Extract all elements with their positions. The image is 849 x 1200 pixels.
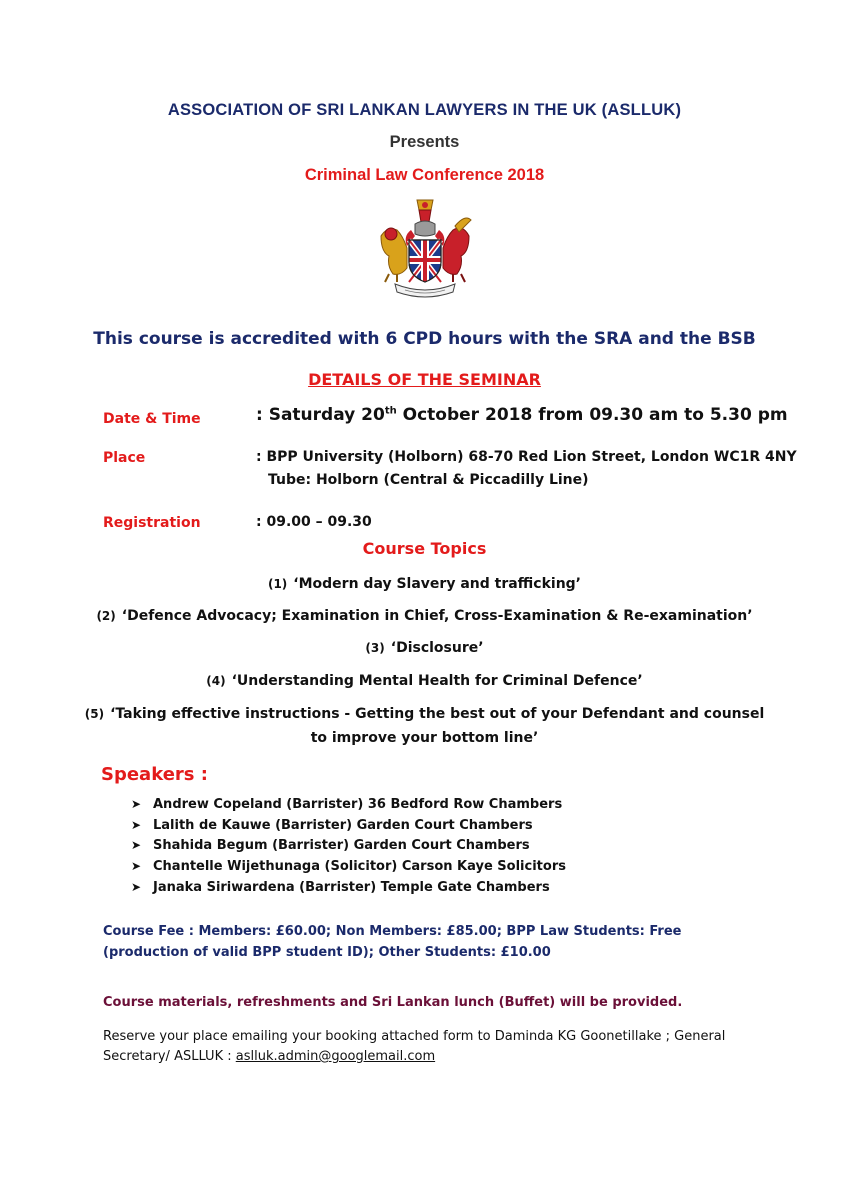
topic-text: ‘Understanding Mental Health for Criminal Defence’: [231, 673, 643, 689]
speaker-name: Andrew Copeland (Barrister) 36 Bedford Row Chambers: [153, 797, 563, 812]
speaker-name: Shahida Begum (Barrister) Garden Court Chambers: [153, 838, 530, 853]
conference-title: Criminal Law Conference 2018: [304, 166, 545, 184]
speaker-item: [131, 838, 530, 853]
speaker-item: [131, 797, 562, 812]
topic-item: [0, 608, 849, 624]
materials-note: Course materials, refreshments and Sri Lankan lunch (Buffet) will be provided.: [103, 995, 683, 1010]
topic-text-continued: to improve your bottom line’: [310, 730, 539, 746]
registration-label: Registration: [103, 515, 201, 531]
topic-item: [0, 576, 849, 592]
topics-heading: Course Topics: [362, 539, 487, 558]
details-heading: DETAILS OF THE SEMINAR: [308, 370, 541, 389]
speaker-item: [131, 880, 550, 895]
course-fee: Course Fee : Members: £60.00; Non Members: £85.00; BPP Law Students: Free (production of valid BPP student ID); Other Students: £10.00: [103, 924, 682, 960]
topic-item: [0, 673, 849, 689]
speaker-name: Chantelle Wijethunaga (Solicitor) Carson Kaye Solicitors: [153, 859, 566, 874]
org-title: ASSOCIATION OF SRI LANKAN LAWYERS IN THE UK (ASLLUK): [167, 101, 682, 119]
arrow-bullet-icon: ➤: [131, 818, 142, 832]
arrow-bullet-icon: ➤: [131, 797, 142, 811]
topic-number: (5): [84, 707, 105, 721]
speakers-heading: Speakers :: [101, 764, 208, 785]
date-prefix: : Saturday 20: [256, 405, 385, 425]
speaker-item: [131, 818, 533, 833]
email-link[interactable]: aslluk.admin@googlemail.com: [235, 1049, 436, 1064]
date-suffix-sup: th: [384, 405, 397, 417]
reserve-note: [103, 1027, 753, 1067]
place-label: Place: [103, 450, 146, 466]
arrow-bullet-icon: ➤: [131, 880, 142, 894]
topic-item: [0, 640, 849, 656]
arrow-bullet-icon: ➤: [131, 838, 142, 852]
date-label: Date & Time: [103, 411, 201, 427]
topic-item: [0, 706, 849, 722]
speaker-item: [131, 859, 566, 874]
speaker-name: Lalith de Kauwe (Barrister) Garden Court Chambers: [153, 818, 533, 833]
coat-of-arms-icon: [373, 196, 477, 300]
topic-number: (2): [96, 609, 116, 623]
date-rest: October 2018 from 09.30 am to 5.30 pm: [396, 405, 788, 425]
tube-value: Tube: Holborn (Central & Piccadilly Line): [268, 472, 589, 488]
place-value: : BPP University (Holborn) 68-70 Red Lion Street, London WC1R 4NY: [256, 449, 797, 465]
speaker-name: Janaka Siriwardena (Barrister) Temple Gate Chambers: [153, 880, 550, 895]
topic-number: (4): [206, 674, 226, 688]
topic-number: (1): [267, 577, 288, 591]
topic-number: (3): [365, 641, 385, 655]
reserve-text: Reserve your place emailing your booking attached form to Daminda KG Goonetillake ; General Secretary/ ASLLUK :: [103, 1029, 726, 1064]
topic-text: ‘Modern day Slavery and trafficking’: [293, 576, 582, 592]
topic-text: ‘Disclosure’: [390, 640, 484, 656]
date-value: [256, 405, 788, 425]
topic-text: ‘Taking effective instructions - Getting the best out of your Defendant and counsel: [110, 706, 765, 722]
topic-text: ‘Defence Advocacy; Examination in Chief, Cross-Examination & Re-examination’: [121, 608, 753, 624]
presents-text: Presents: [389, 133, 460, 151]
registration-value: : 09.00 – 09.30: [256, 514, 372, 530]
accreditation-text: This course is accredited with 6 CPD hours with the SRA and the BSB: [93, 329, 756, 349]
arrow-bullet-icon: ➤: [131, 859, 142, 873]
